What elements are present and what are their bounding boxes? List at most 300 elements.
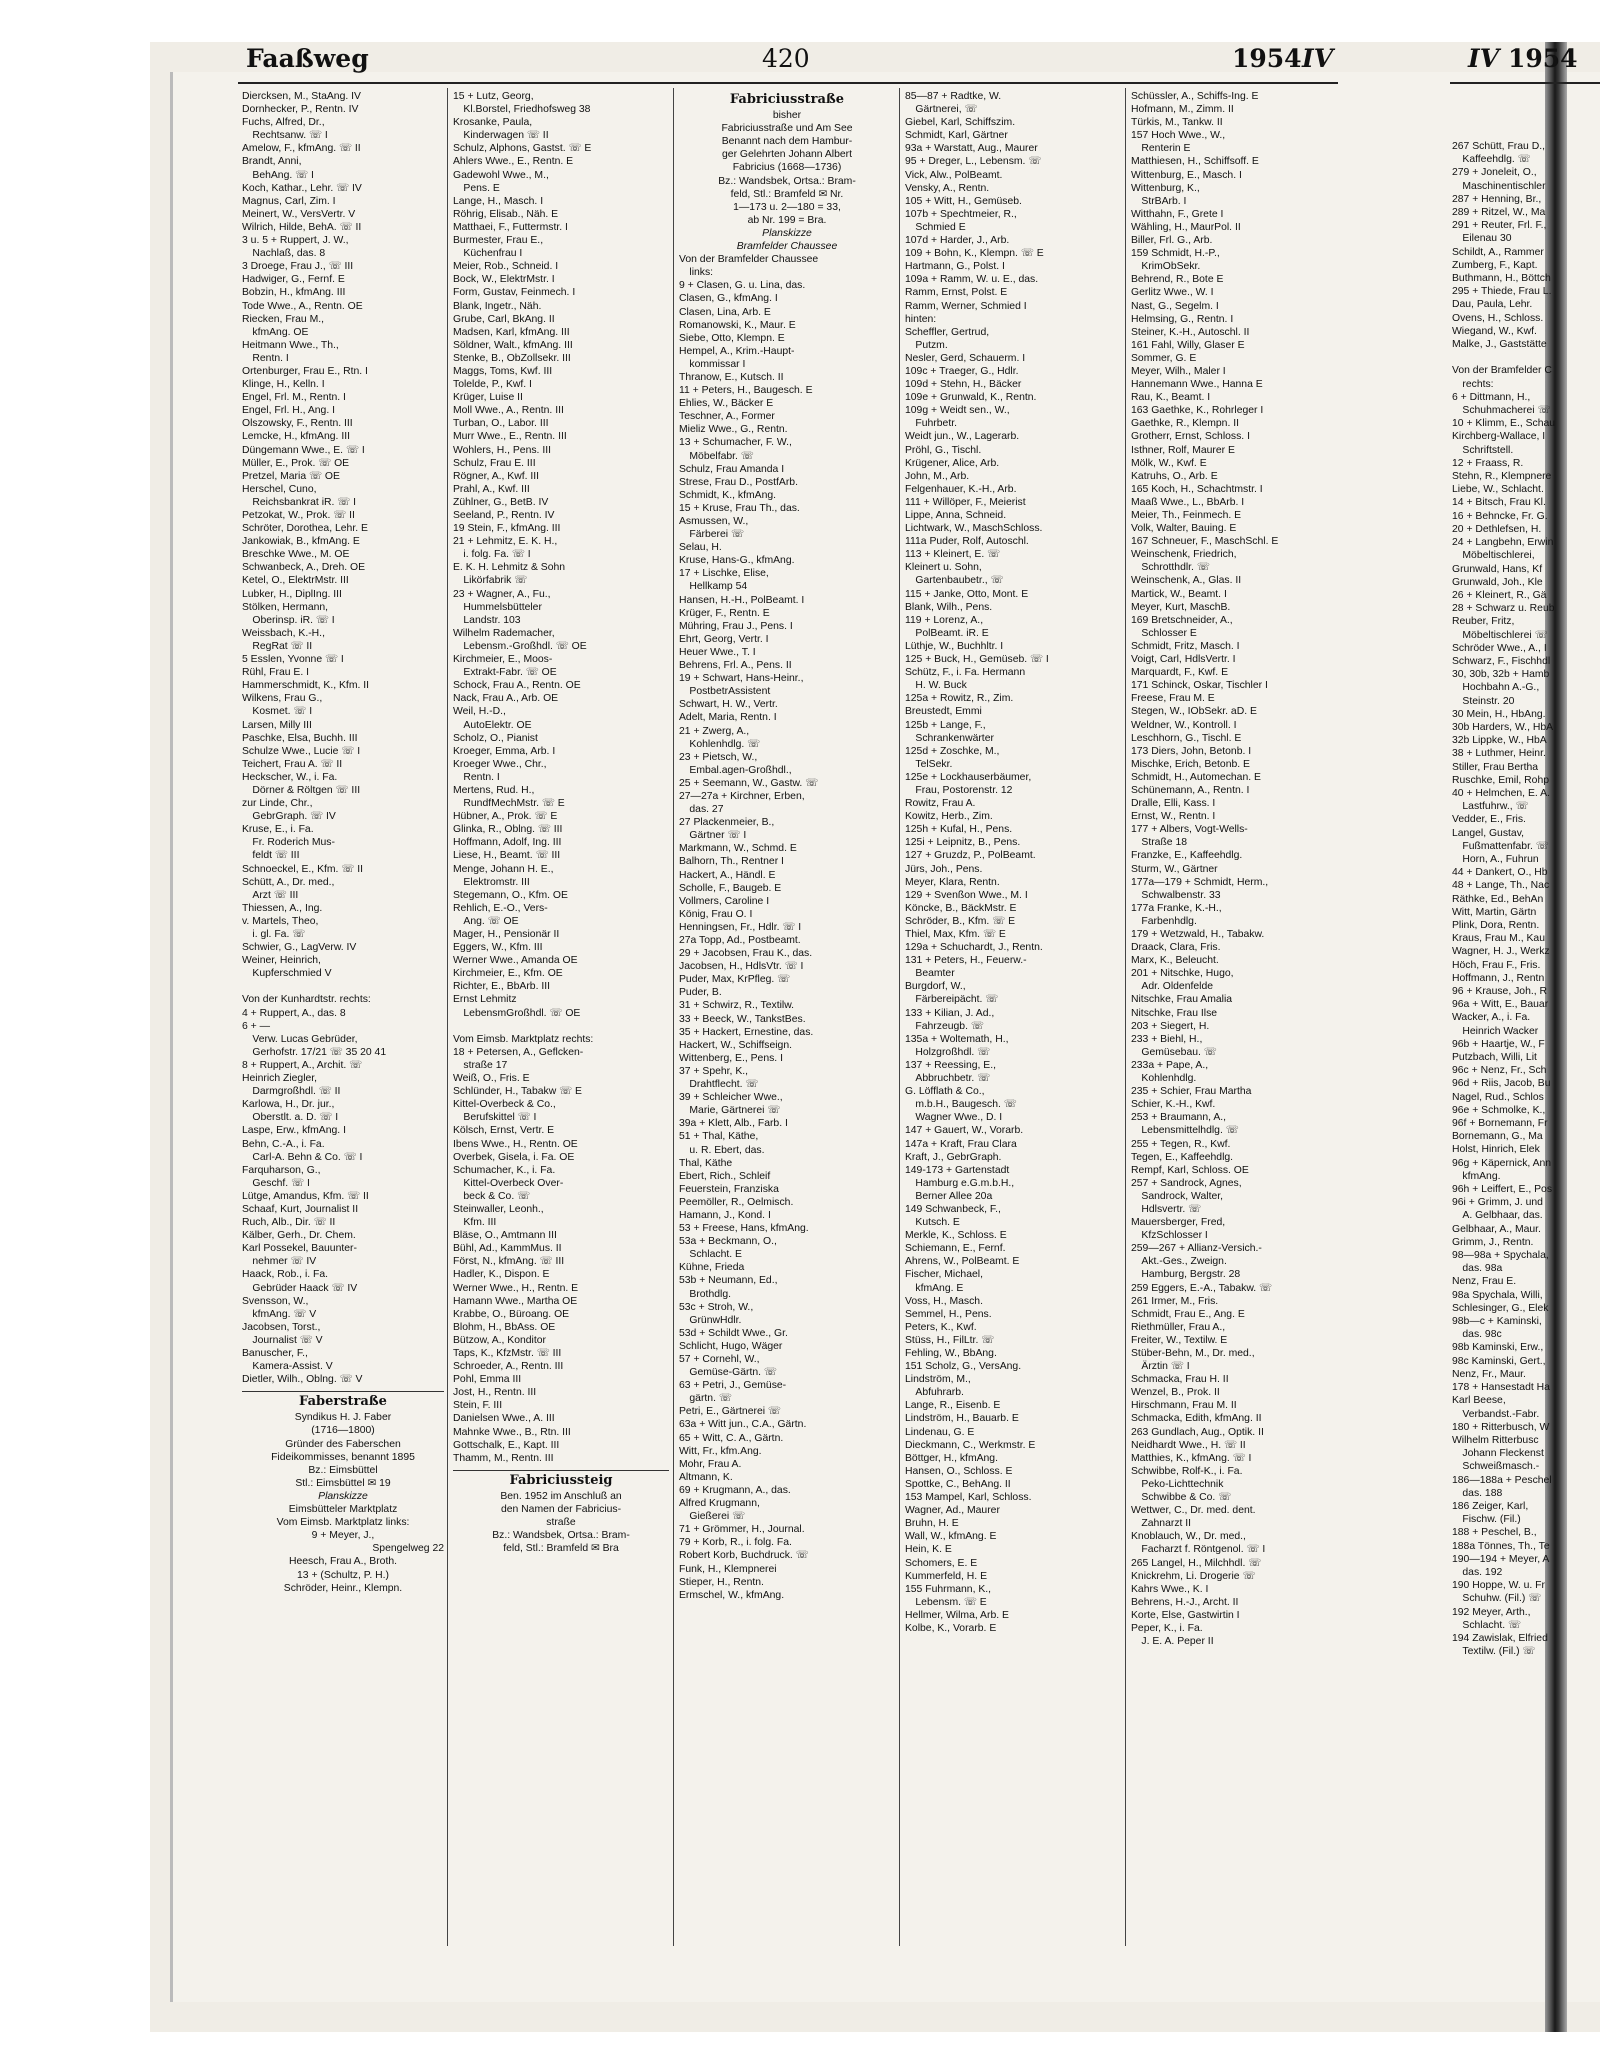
directory-entry: das. 98c: [1452, 1329, 1502, 1341]
directory-entry: Weiner, Heinrich,: [242, 955, 321, 967]
directory-entry: 279 + Joneleit, O.,: [1452, 167, 1537, 179]
directory-entry: kfmAng. E: [905, 1282, 964, 1294]
directory-entry: GebrGraph. ☏ IV: [242, 811, 336, 823]
directory-entry: 26 + Kleinert, R., Gä: [1452, 589, 1547, 601]
directory-entry: Kruse, Hans-G., kfmAng.: [679, 555, 795, 567]
directory-entry: Arzt ☏ III: [242, 889, 299, 901]
directory-entry: das. 192: [1452, 1566, 1503, 1578]
directory-entry: i. gl. Fa. ☏: [242, 929, 306, 940]
directory-entry: Scheffler, Gertrud,: [905, 326, 990, 338]
column-divider: [447, 88, 448, 1946]
directory-entry: Knickrehm, Li. Drogerie ☏: [1131, 1570, 1256, 1582]
directory-entry: Schwier, G., LagVerw. IV: [242, 942, 357, 954]
directory-entry: 125h + Kufal, H., Pens.: [905, 824, 1013, 836]
directory-entry: 177 + Albers, Vogt-Wells-: [1131, 824, 1248, 836]
directory-entry: Clasen, Lina, Arb. E: [679, 306, 771, 318]
directory-entry: Heinrich Wacker: [1452, 1025, 1539, 1037]
directory-entry: 107b + Spechtmeier, R.,: [905, 208, 1017, 220]
directory-entry: 291 + Reuter, Frl. F.,: [1452, 220, 1547, 232]
directory-entry: 188a Tönnes, Th., Te: [1452, 1540, 1550, 1552]
directory-entry: 261 Irmer, M., Fris.: [1131, 1295, 1219, 1307]
directory-entry: Mauersberger, Fred,: [1131, 1217, 1226, 1229]
directory-entry: 57 + Cornehl, W.,: [679, 1354, 760, 1365]
directory-entry: 44 + Dankert, O., Hb: [1452, 867, 1548, 879]
directory-entry: 53 + Freese, Hans, kfmAng.: [679, 1223, 809, 1235]
directory-entry: Maschinentischler: [1452, 180, 1546, 192]
directory-entry: Hübner, A., Prok. ☏ E: [453, 811, 558, 823]
directory-entry: Seeland, P., Rentn. IV: [453, 510, 555, 521]
street-section-note: ab Nr. 199 = Bra.: [747, 214, 827, 226]
directory-entry: Schwart, H. W., Vertr.: [679, 699, 778, 711]
directory-entry: Breschke Wwe., M. OE: [242, 549, 350, 561]
directory-entry: 24 + Langbehn, Erwin: [1452, 537, 1554, 549]
directory-entry: Glinka, R., Oblng. ☏ III: [453, 824, 563, 836]
directory-entry: Lindenau, G. E: [905, 1426, 975, 1438]
directory-entry: Fischer, Michael,: [905, 1269, 983, 1281]
directory-entry: Mertens, Rud. H.,: [453, 784, 535, 796]
directory-entry: Gärtnerei, ☏: [905, 104, 978, 116]
directory-entry: Rehlich, E.-O., Vers-: [453, 902, 548, 914]
directory-entry: Horn, A., Fuhrun: [1452, 853, 1539, 865]
directory-entry: Liebe, W., Schlacht.: [1452, 484, 1544, 496]
street-section-note: Bz.: Wandsbek, Ortsa.: Bram-: [492, 1530, 630, 1542]
directory-entry: Färberei ☏: [679, 529, 744, 541]
directory-entry: 33 + Beeck, W., TankstBes.: [679, 1013, 806, 1025]
directory-entry: Hdlsvertr. ☏: [1131, 1203, 1202, 1215]
directory-entry: Schmidt, Fritz, Masch. I: [1131, 640, 1240, 652]
directory-entry: Turban, O., Labor. III: [453, 418, 549, 430]
directory-entry: Gemüse-Gärtn. ☏: [679, 1367, 777, 1379]
directory-entry: Behrens, Frl. A., Pens. II: [679, 660, 792, 672]
directory-entry: Gaethke, R., Klempn. II: [1131, 418, 1239, 430]
directory-entry: Gemüsebau. ☏: [1131, 1046, 1217, 1058]
directory-entry: Leschhorn, G., Tischl. E: [1131, 732, 1242, 744]
directory-entry: Schulz, Alphons, Gastst. ☏ E: [453, 143, 592, 155]
street-section-note: Spengelweg 22: [372, 1543, 444, 1555]
directory-entry: Stegen, W., IObSekr. aD. E: [1131, 706, 1257, 718]
directory-entry: Geschf. ☏ I: [242, 1177, 310, 1189]
directory-entry: Küchenfrau I: [453, 248, 523, 260]
directory-entry: Schulze Wwe., Lucie ☏ I: [242, 745, 361, 757]
directory-entry: Lüthje, W., Buchhltr. I: [905, 640, 1004, 652]
directory-entry: 113 + Kleinert, E. ☏: [905, 549, 1001, 561]
street-section-note: (1716—1800): [311, 1425, 375, 1437]
directory-entry: 96a + Witt, E., Bauar: [1452, 999, 1549, 1011]
directory-entry: Schröter, Dorothea, Lehr. E: [242, 523, 368, 535]
directory-entry: 295 + Thiede, Frau L.: [1452, 286, 1552, 298]
directory-entry: Mager, H., Pensionär II: [453, 929, 560, 940]
directory-entry: Magnus, Carl, Zim. I: [242, 195, 336, 207]
directory-entry: Kohlenhdlg. ☏: [679, 738, 761, 750]
directory-entry: Müller, E., Prok. ☏ OE: [242, 457, 350, 469]
directory-entry: Schaaf, Kurt, Journalist II: [242, 1203, 359, 1215]
directory-entry: Meinert, W., VersVertr. V: [242, 208, 356, 220]
directory-entry: 30, 30b, 32b + Hamb: [1452, 669, 1550, 681]
directory-entry: Peemöller, R., Oelmisch.: [679, 1196, 794, 1208]
directory-entry: Lange, H., Masch. I: [453, 195, 544, 207]
directory-entry: Haack, Rob., i. Fa.: [242, 1269, 329, 1281]
directory-entry: Scholz, O., Pianist: [453, 732, 538, 744]
directory-entry: Nenz, Frau E.: [1452, 1276, 1517, 1288]
directory-entry: 190—194 + Meyer, A: [1452, 1553, 1550, 1565]
directory-entry: Mühring, Frau J., Pens. I: [679, 620, 793, 632]
directory-entry: Kälber, Gerh., Dr. Chem.: [242, 1230, 356, 1242]
directory-entry: Krabbe, O., Büroang. OE: [453, 1308, 570, 1320]
directory-entry: Ramm, Werner, Schmied I: [905, 300, 1027, 312]
directory-entry: Liese, H., Beamt. ☏ III: [453, 850, 561, 862]
directory-entry: 179 + Wetzwald, H., Tabakw.: [1131, 929, 1265, 940]
directory-entry: Schroeder, A., Rentn. III: [453, 1361, 564, 1373]
directory-entry: Matthies, K., kfmAng. ☏ I: [1131, 1452, 1252, 1464]
directory-entry: 98—98a + Spychala,: [1452, 1250, 1549, 1262]
directory-entry: 167 Schneuer, F., MaschSchl. E: [1131, 536, 1279, 548]
directory-entry: Kupferschmied V: [242, 968, 332, 980]
directory-entry: KrimObSekr.: [1131, 261, 1201, 273]
street-section-note: bisher: [772, 110, 802, 122]
directory-entry: Nachlaß, das. 8: [242, 248, 326, 260]
directory-entry: Darmgroßhdl. ☏ II: [242, 1086, 341, 1098]
directory-entry: Kroeger Wwe., Chr.,: [453, 758, 547, 770]
directory-entry: Hansen, H.-H., PolBeamt. I: [679, 594, 805, 606]
directory-entry: Schütt, A., Dr. med.,: [242, 876, 335, 888]
directory-entry: Weil, H.-D.,: [453, 706, 506, 718]
directory-entry: Hansen, O., Schloss. E: [905, 1465, 1013, 1477]
directory-entry: Thal, Käthe: [679, 1157, 733, 1169]
directory-entry: PolBeamt. iR. E: [905, 627, 989, 639]
directory-entry: 53a + Beckmann, O.,: [679, 1236, 777, 1248]
directory-entry: Fr. Roderich Mus-: [242, 837, 335, 849]
directory-entry: Stegemann, O., Kfm. OE: [453, 889, 568, 901]
directory-entry: Grotherr, Ernst, Schloss. I: [1131, 431, 1250, 443]
directory-entry: Murr Wwe., E., Rentn. III: [453, 431, 567, 443]
directory-entry: Burgdorf, W.,: [905, 981, 966, 993]
directory-entry: Gerhofstr. 17/21 ☏ 35 20 41: [242, 1046, 387, 1058]
directory-entry: Wiegand, W., Kwf.: [1452, 325, 1537, 337]
directory-entry: Berufskittel ☏ I: [453, 1112, 537, 1124]
directory-entry: 48 + Lange, Th., Nac: [1452, 880, 1550, 892]
directory-entry: Jacobsen, Torst.,: [242, 1321, 321, 1333]
directory-entry: Marquardt, F., Kwf. E: [1131, 667, 1229, 679]
directory-entry: Lastfuhrw., ☏: [1452, 801, 1529, 813]
directory-entry: Peper, K., i. Fa.: [1131, 1622, 1203, 1634]
directory-entry: 177a Franke, K.-H.,: [1131, 902, 1222, 914]
directory-entry: Meyer, Kurt, MaschB.: [1131, 601, 1231, 613]
directory-entry: 165 Koch, H., Schachtmstr. I: [1131, 483, 1263, 495]
directory-entry: 17 + Lischke, Elise,: [679, 568, 769, 580]
directory-entry: Ruch, Alb., Dir. ☏ II: [242, 1217, 336, 1229]
directory-entry: Adelt, Maria, Rentn. I: [679, 712, 777, 724]
street-section-note: ger Gelehrten Johann Albert: [722, 149, 852, 161]
right-header-rule: [1450, 82, 1600, 84]
directory-entry: Burmester, Frau E.,: [453, 235, 544, 247]
directory-entry: 96f + Bornemann, Fr: [1452, 1118, 1548, 1130]
directory-entry: Markmann, W., Schmd. E: [679, 843, 797, 855]
page-number: 420: [762, 44, 810, 73]
directory-entry: Funk, H., Klempnerei: [679, 1563, 777, 1575]
street-section-note: Planskizze: [318, 1490, 368, 1502]
directory-entry: Schünemann, A., Rentn. I: [1131, 784, 1250, 796]
directory-entry: Thiel, Max, Kfm. ☏ E: [905, 929, 1006, 940]
directory-entry: 53d + Schildt Wwe., Gr.: [679, 1327, 788, 1339]
directory-entry: Gadewohl Wwe., M.,: [453, 169, 549, 181]
directory-entry: Nast, G., Segelm. I: [1131, 300, 1219, 312]
directory-entry: Sandrock, Walter,: [1131, 1190, 1224, 1202]
directory-entry: Lindström, H., Bauarb. E: [905, 1413, 1019, 1425]
directory-entry: Thranow, E., Kutsch. II: [679, 371, 784, 383]
directory-entry: Textilw. (Fil.) ☏: [1452, 1646, 1536, 1658]
directory-entry: Diercksen, M., StaAng. IV: [242, 91, 361, 102]
directory-entry: Sturm, W., Gärtner: [1131, 863, 1218, 875]
directory-entry: Marie, Gärtnerei ☏: [679, 1105, 781, 1117]
directory-entry: 15 + Kruse, Frau Th., das.: [679, 502, 800, 514]
directory-entry: 111a Puder, Rolf, Autoschl.: [905, 536, 1029, 548]
directory-entry: Eilenau 30: [1452, 233, 1512, 245]
directory-entry: Bützow, A., Konditor: [453, 1334, 546, 1346]
directory-entry: Spottke, C., BehAng. II: [905, 1478, 1011, 1490]
directory-entry: Werner Wwe., H., Rentn. E: [453, 1282, 579, 1294]
directory-entry: Kfm. III: [453, 1217, 497, 1229]
directory-entry: Wacker, A., i. Fa.: [1452, 1012, 1531, 1024]
directory-entry: Wettwer, C., Dr. med. dent.: [1131, 1505, 1256, 1517]
directory-entry: Wohlers, H., Pens. III: [453, 444, 551, 456]
directory-entry: Wagner Wwe., D. I: [905, 1112, 1003, 1124]
street-section-note: Bz.: Eimsbüttel: [308, 1464, 378, 1476]
directory-entry: Jürs, Joh., Pens.: [905, 863, 983, 875]
directory-entry: Peko-Lichttechnik: [1131, 1478, 1224, 1490]
directory-entry: Ernst Lehmitz: [453, 994, 517, 1006]
directory-entry: Schwanbeck, A., Dreh. OE: [242, 562, 366, 574]
directory-entry: Karl Possekel, Bauunter-: [242, 1243, 357, 1255]
directory-entry: Grimm, J., Rentn.: [1452, 1236, 1534, 1248]
directory-entry: Bruhn, H. E: [905, 1518, 959, 1530]
directory-entry: Kühne, Frieda: [679, 1262, 745, 1274]
street-section-title: Fabriciussteig: [509, 1473, 613, 1487]
directory-entry: 109a + Ramm, W. u. E., das.: [905, 274, 1039, 286]
directory-entry: Vick, Alw., PolBeamt.: [905, 169, 1003, 181]
directory-entry: 4 + Ruppert, A., das. 8: [242, 1007, 346, 1019]
street-section-note: feld, Stl.: Bramfeld ✉ Nr.: [730, 188, 844, 200]
directory-entry: 29 + Jacobsen, Frau K., das.: [679, 948, 813, 960]
directory-entry: Kraus, Frau M., Kau: [1452, 933, 1545, 945]
directory-entry: Hamburg, Bergstr. 28: [1131, 1269, 1241, 1281]
right-volume-label: IV: [1468, 44, 1500, 73]
directory-entry: 19 + Schwart, Hans-Heinr.,: [679, 673, 804, 685]
directory-entry: Drahtflecht. ☏: [679, 1079, 759, 1091]
directory-entry: Petzokat, W., Prok. ☏ II: [242, 510, 355, 521]
directory-entry: Meier, Rob., Schneid. I: [453, 261, 559, 273]
directory-entry: Martick, W., Beamt. I: [1131, 588, 1227, 600]
directory-entry: 192 Meyer, Arth.,: [1452, 1606, 1531, 1618]
directory-entry: Wilkens, Frau G.,: [242, 693, 323, 705]
directory-entry: 37 + Spehr, K.,: [679, 1065, 749, 1077]
directory-entry: Feuerstein, Franziska: [679, 1183, 779, 1195]
directory-entry: 135a + Woltemath, H.,: [905, 1033, 1009, 1045]
directory-entry: Farbenhdlg.: [1131, 915, 1197, 927]
directory-entry: Wähling, H., MaurPol. II: [1131, 221, 1241, 233]
directory-entry: Thiessen, A., Ing.: [242, 902, 323, 914]
directory-entry: Kamera-Assist. V: [242, 1361, 333, 1373]
directory-entry: Von der Bramfelder Chaussee: [679, 254, 819, 266]
directory-entry: A. Gelbhaar, das.: [1452, 1210, 1543, 1222]
directory-entry: John, M., Arb.: [905, 470, 970, 482]
directory-entry: Overbek, Gisela, i. Fa. OE: [453, 1151, 575, 1163]
directory-entry: Dralle, Elli, Kass. I: [1131, 798, 1216, 810]
directory-entry: Rentn. I: [453, 771, 500, 783]
directory-entry: Hamann Wwe., Martha OE: [453, 1295, 578, 1307]
directory-entry: 109d + Stehn, H., Bäcker: [905, 379, 1022, 391]
directory-entry: Schlünder, H., Tabakw ☏ E: [453, 1086, 582, 1098]
directory-entry: Mischke, Erich, Betonb. E: [1131, 758, 1250, 770]
directory-entry: Schwibbe & Co. ☏: [1131, 1492, 1232, 1504]
directory-entry: 19 Stein, F., kfmAng. III: [453, 523, 561, 535]
directory-entry: 131 + Peters, H., Feuerw.-: [905, 955, 1027, 967]
directory-entry: Ruschke, Emil, Rohp: [1452, 774, 1550, 786]
directory-entry: Krüger, Luise II: [453, 392, 523, 404]
directory-entry: Grunwald, Hans, Kf: [1452, 563, 1543, 575]
directory-entry: Giebel, Karl, Schiffszim.: [905, 117, 1016, 129]
year-label: 1954: [1232, 44, 1302, 73]
directory-entry: 96h + Leiffert, E., Pos: [1452, 1184, 1553, 1196]
directory-entry: 12 + Fraass, R.: [1452, 457, 1524, 469]
directory-entry: Jankowiak, B., kfmAng. E: [242, 536, 360, 548]
directory-entry: 105 + Witt, H., Gemüseb.: [905, 195, 1022, 207]
directory-entry: Ehrt, Georg, Vertr. I: [679, 633, 769, 645]
directory-entry: Lindström, M.,: [905, 1374, 971, 1386]
directory-entry: 15 + Lutz, Georg,: [453, 91, 534, 102]
directory-entry: Hellkamp 54: [679, 581, 748, 593]
directory-entry: Wilhelm Rademacher,: [453, 627, 555, 639]
directory-entry: Türkis, M., Tankw. II: [1131, 117, 1223, 129]
directory-entry: 98a Spychala, Willi,: [1452, 1289, 1543, 1301]
directory-entry: Landstr. 103: [453, 614, 521, 626]
directory-entry: 21 + Zwerg, A.,: [679, 725, 750, 737]
directory-entry: Schröder, B., Kfm. ☏ E: [905, 915, 1016, 927]
directory-entry: 63 + Petri, J., Gemüse-: [679, 1380, 787, 1392]
directory-entry: Ahrens, W., PolBeamt. E: [905, 1256, 1020, 1268]
directory-entry: Larsen, Milly III: [242, 719, 312, 731]
directory-entry: J. E. A. Peper II: [1131, 1636, 1214, 1648]
directory-entry: Zumberg, F., Kapt.: [1452, 259, 1538, 271]
header-rule: [238, 82, 1338, 84]
directory-entry: Kroeger, Emma, Arb. I: [453, 745, 556, 757]
directory-entry: Hempel, A., Krim.-Haupt-: [679, 345, 795, 357]
directory-entry: Laspe, Erw., kfmAng. I: [242, 1125, 346, 1137]
directory-entry: Schildt, A., Rammer: [1452, 246, 1544, 258]
section-divider: [242, 1391, 444, 1392]
directory-entry: Kölsch, Ernst, Vertr. E: [453, 1125, 555, 1137]
directory-entry: Gottschalk, E., Kapt. III: [453, 1439, 560, 1451]
directory-entry: 190 Hoppe, W. u. Fr: [1452, 1580, 1545, 1592]
directory-entry: 109g + Weidt sen., W.,: [905, 405, 1010, 417]
column-divider: [1125, 88, 1126, 1946]
directory-entry: 178 + Hansestadt Ha: [1452, 1382, 1550, 1394]
directory-entry: 93a + Warstatt, Aug., Maurer: [905, 143, 1038, 155]
directory-entry: Wall, W., kfmAng. E: [905, 1531, 997, 1543]
directory-entry: Jost, H., Rentn. III: [453, 1387, 537, 1399]
directory-entry: Adr. Oldenfelde: [1131, 981, 1214, 993]
directory-entry: Hackert, W., Schiffseign.: [679, 1039, 792, 1051]
directory-entry: Moll Wwe., A., Rentn. III: [453, 405, 564, 417]
directory-entry: Dornhecker, P., Rentn. IV: [242, 104, 359, 116]
directory-entry: Langel, Gustav,: [1452, 827, 1525, 839]
directory-entry: Hellmer, Wilma, Arb. E: [905, 1609, 1009, 1621]
directory-entry: 257 + Sandrock, Agnes,: [1131, 1177, 1242, 1189]
directory-entry: Düngemann Wwe., E. ☏ I: [242, 444, 365, 456]
directory-entry: Pens. E: [453, 182, 500, 194]
directory-entry: Schnoeckel, E., Kfm. ☏ II: [242, 863, 363, 875]
directory-entry: Wagner, Ad., Maurer: [905, 1505, 1000, 1517]
street-section-note: Planskizze: [762, 227, 812, 239]
directory-entry: Holzgroßhdl. ☏: [905, 1046, 991, 1058]
directory-entry: 259—267 + Allianz-Versich.-: [1131, 1243, 1262, 1255]
directory-entry: Witthahn, F., Grete I: [1131, 208, 1224, 220]
directory-entry: 149 Schwanbeck, F.,: [905, 1203, 1001, 1215]
directory-entry: Rempf, Karl, Schloss. OE: [1131, 1164, 1249, 1176]
directory-column-3: [679, 90, 895, 1945]
directory-entry: 147 + Gauert, W., Vorarb.: [905, 1125, 1024, 1137]
directory-entry: Volk, Walter, Bauing. E: [1131, 523, 1237, 535]
directory-entry: 95 + Dreger, L., Lebensm. ☏: [905, 156, 1042, 168]
directory-entry: Tegen, E., Kaffeehdlg.: [1131, 1151, 1234, 1163]
directory-entry: Jacobsen, H., HdlsVtr. ☏ I: [679, 961, 804, 973]
street-section-note: den Namen der Fabricius-: [500, 1504, 622, 1516]
street-section-note: 1—173 u. 2—180 = 33,: [733, 201, 841, 213]
directory-entry: Bobzin, H., kfmAng. III: [242, 287, 346, 299]
directory-entry: 129 + Svenßon Wwe., M. I: [905, 889, 1028, 901]
directory-entry: Richter, E., BbArb. III: [453, 981, 551, 993]
street-section-note: feld, Stl.: Bramfeld ✉ Bra: [503, 1543, 619, 1555]
directory-entry: Robert Korb, Buchdruck. ☏: [679, 1550, 809, 1562]
directory-entry: Stieper, H., Rentn.: [679, 1576, 764, 1588]
directory-entry: Kinderwagen ☏ II: [453, 130, 549, 142]
directory-entry: RegRat ☏ II: [242, 640, 313, 652]
directory-entry: Ahlers Wwe., E., Rentn. E: [453, 156, 574, 168]
directory-entry: Weissbach, K.-H.,: [242, 627, 325, 639]
directory-entry: AutoElektr. OE: [453, 719, 532, 731]
directory-entry: Bock, W., ElektrMstr. I: [453, 274, 555, 286]
directory-entry: Romanowski, K., Maur. E: [679, 319, 796, 331]
directory-entry: Kl.Borstel, Friedhofsweg 38: [453, 104, 591, 116]
directory-entry: Witt, Fr., kfm.Ang.: [679, 1445, 762, 1457]
directory-entry: Grube, Carl, BkAng. II: [453, 313, 555, 325]
directory-entry: Schier, K.-H., Kwf.: [1131, 1099, 1216, 1111]
directory-entry: 149-173 + Gartenstadt: [905, 1164, 1010, 1176]
directory-entry: Hammerschmidt, K., Kfm. II: [242, 680, 370, 692]
street-section-note: 13 + (Schultz, P. H.): [297, 1569, 389, 1581]
street-section-note: Bz.: Wandsbek, Ortsa.: Bram-: [718, 175, 856, 187]
directory-entry: 163 Gaethke, K., Rohrleger I: [1131, 405, 1264, 417]
directory-entry: Fahrzeugb. ☏: [905, 1020, 984, 1032]
directory-entry: 147a + Kraft, Frau Clara: [905, 1138, 1017, 1150]
directory-entry: Nitschke, Frau Amalia: [1131, 994, 1233, 1006]
directory-entry: Riecken, Frau M.,: [242, 313, 324, 325]
directory-entry: Engel, Frl. M., Rentn. I: [242, 392, 346, 404]
directory-entry: 9 + Clasen, G. u. Lina, das.: [679, 280, 806, 292]
directory-entry: 157 Hoch Wwe., W.,: [1131, 130, 1226, 142]
directory-entry: kfmAng. ☏ V: [242, 1308, 317, 1320]
directory-entry: 96g + Käpernick, Ann: [1452, 1157, 1552, 1169]
directory-column-5: [1131, 90, 1347, 1945]
directory-entry: Lippe, Anna, Schneid.: [905, 510, 1007, 521]
directory-entry: Wenzel, B., Prok. II: [1131, 1387, 1220, 1399]
directory-entry: Gartenbaubetr., ☏: [905, 575, 1004, 587]
directory-entry: kfmAng.: [1452, 1170, 1501, 1182]
directory-entry: Kahrs Wwe., K. I: [1131, 1583, 1209, 1595]
directory-entry: Wittenburg, E., Masch. I: [1131, 169, 1242, 181]
directory-entry: Lange, R., Eisenb. E: [905, 1400, 1001, 1412]
directory-entry: Marx, K., Beleucht.: [1131, 955, 1219, 967]
directory-entry: Hummelsbütteler: [453, 601, 542, 613]
